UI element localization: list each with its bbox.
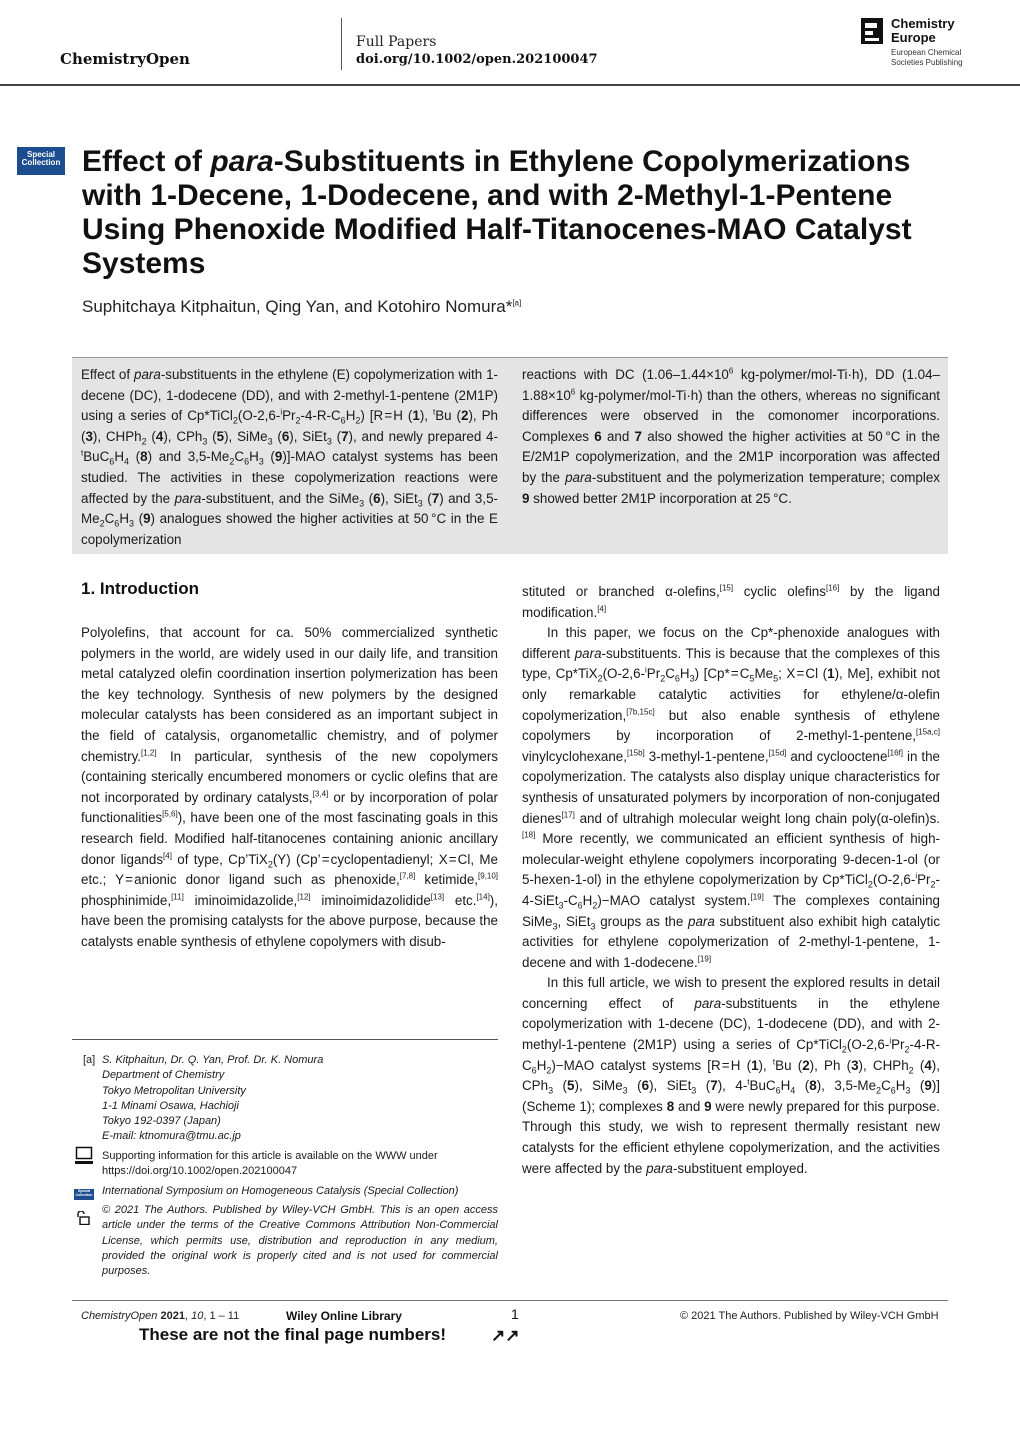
header-divider [341, 18, 342, 70]
title-part2: -Substituents in Ethylene Copolymerizations with 1-Decene, 1-Dodecene, and with 2-Methyl-1-Pentene Using Phenoxide Modified Half-Titanocenes-MAO Catalyst Systems [82, 145, 912, 280]
affiliation-university: Tokyo Metropolitan University [102, 1084, 246, 1097]
affiliation-city: Tokyo 192-0397 (Japan) [102, 1115, 221, 1128]
logo-sub-line2: Societies Publishing [891, 58, 963, 67]
affiliation-block [102, 1053, 502, 1145]
article-type: Full Papers [356, 34, 437, 50]
badge-small-line1: Special [77, 1189, 91, 1193]
special-collection-badge[interactable] [17, 147, 65, 175]
affiliation-email[interactable]: E-mail: ktnomura@tmu.ac.jp [102, 1130, 241, 1143]
journal-name: ChemistryOpen [60, 50, 190, 68]
badge-small-line2: Collection [75, 1192, 93, 1197]
author-list [82, 297, 521, 317]
doi-link[interactable]: doi.org/10.1002/open.202100047 [356, 52, 598, 67]
logo-sub-line1: European Chemical [891, 48, 962, 57]
open-access-icon [76, 1211, 92, 1225]
supporting-information-icon [75, 1146, 93, 1166]
supporting-information-note [102, 1149, 498, 1180]
license-note: © 2021 The Authors. Published by Wiley-VCH GmbH. This is an open access article under the terms of the Creative Commons Attribution Non-Commercial License, which permits use, distribution and reproduction in any medium, provided the original work is properly cited and is not used for commercial purposes. [102, 1204, 498, 1278]
footer-copyright: © 2021 The Authors. Published by Wiley-VCH GmbH [680, 1310, 939, 1322]
chemistry-europe-logo-icon [861, 18, 883, 44]
abstract-left-column: Effect of para-substituents in the ethylene (E) copolymerization with 1-decene (DC), 1-dodecene (DD), and with 2-methyl-1-pentene (2M1P) using a series of $Cp*TiCl_2(O-2,6-^iPr_2-4-R-C_6H_2)$ [R = H (1), $^t$Bu (2), Ph (3), CHPh$_2$ (4), CPh$_3$ (5), SiMe$_3$ (6), SiEt$_3$ (7), and newly prepared $4-^tBuC_6H_4$ (8) and $3,5-Me_2C_6H_3$ (9)]-MAO catalyst systems has been studied. The activities in these copolymerization reactions were affected by the para-substituent, and the SiMe$_3$ (6), SiEt$_3$ (7) and $3,5-Me_2C_6H_3$ (9) analogues showed the higher activities at 50 °C in the E copolymerization [81, 367, 498, 547]
publisher-logo [861, 16, 971, 70]
affiliation-authors: S. Kitphaitun, Dr. Q. Yan, Prof. Dr. K. Nomura [102, 1054, 324, 1066]
footnote-rule [72, 1039, 498, 1040]
header-rule [0, 84, 1020, 86]
article-title [82, 145, 942, 281]
symposium-note: International Symposium on Homogeneous Catalysis (Special Collection) [102, 1185, 459, 1197]
logo-name-line2: Europe [891, 30, 936, 45]
badge-line1: Special [26, 150, 55, 159]
supporting-link[interactable]: https://doi.org/10.1002/open.202100047 [102, 1165, 298, 1178]
badge-line2: Collection [21, 158, 61, 168]
title-part1: Effect of [82, 145, 211, 178]
footer-rule [72, 1300, 948, 1301]
page-number: 1 [511, 1306, 519, 1322]
section-heading: 1. Introduction [81, 579, 200, 598]
wiley-online-library-link[interactable]: Wiley Online Library [286, 1309, 402, 1323]
footer-journal-name: ChemistryOpen [81, 1310, 158, 1322]
logo-name-line1: Chemistry [891, 16, 955, 31]
footer-year: 2021 [160, 1310, 185, 1322]
special-collection-icon [74, 1189, 94, 1200]
intro-right-column: stituted or branched α-olefins,[15] cyclic olefins[16] by the ligand modification.[4] In this paper, we focus on the Cp*-phenoxide analogues with different para-substituents. This is because that the complexes of this type, $Cp*TiX_2(O-2,6-^iPr_2C_6H_3)$ [Cp* = $C_5Me_5$; X = Cl (1), Me], exhibit not only remarkable catalytic activities for ethylene/α-olefin copolymerization,[7b,15c] but also enable synthesis of ethylene copolymers by incorporation of 2-methyl-1-pentene,[15a,c] vinylcyclohexane,[15b] 3-methyl-1-pentene,[15d] and cyclooctene[16f] in the copolymerization. The catalysts also display unique characteristics for synthesis of unsaturated polymers by incorporation of non-conjugated dienes[17] and of ultrahigh molecular weight long chain poly(α-olefin)s.[18] More recently, we communicated an efficient synthesis of high-molecular-weight ethylene copolymers incorporating 9-decen-1-ol (or 5-hexen-1-ol) in the ethylene copolymerization by $Cp*TiCl_2(O-2,6-^iPr_2-4-SiEt_3-C_6H_2)-MAO$ catalyst system.[19] The complexes containing SiMe$_3$, SiEt$_3$ groups as the para substituent also exhibit high catalytic activities for ethylene copolymerization of 2-methyl-1-pentene, 1-decene and with 1-dodecene.[19] In this full article, we wish to present the explored results in detail concerning effect of para-substituents in the ethylene copolymerization with 1-decene (DC), 1-dodecene (DD), and with 2-methyl-1-pentene (2M1P) using a series of $Cp*TiCl_2(O-2,6-^iPr_2-4-R-C_6H_2)-MAO$ catalyst systems [R = H (1), $^t$Bu (2), Ph (3), CHPh$_2$ (4), CPh$_3$ (5), SiMe$_3$ (6), SiEt$_3$ (7), $4-^tBuC_6H_4$ (8), $3,5-Me_2C_6H_3$ (9)] (Scheme 1); complexes 8 and 9 were newly prepared for this purpose. Through this study, we wish to represent thermally resistant new catalysts for the efficient ethylene copolymerization, and the activities were affected by the para-substituent employed. [522, 583, 941, 1176]
affiliation-mark: [a] [512, 298, 522, 308]
affiliation-address: 1-1 Minami Osawa, Hachioji [102, 1099, 239, 1112]
footer-citation: ChemistryOpen 2021, 10, 1 – 11 [81, 1310, 240, 1322]
abstract-right-column: reactions with DC ($1.06-1.44\times 10^6$ kg-polymer/mol-Ti·h), DD ($1.04-1.88\times 10^6$ kg-polymer/mol-Ti·h) than the others, whereas no significant differences were observed in the comonomer incorporations. Complexes 6 and 7 also showed the higher activities at 50 °C in the E/2M1P copolymerization, and the 2M1P incorporation was affected by the para-substituent and the polymerization temperature; complex 9 showed better 2M1P incorporation at 25 °C. [522, 366, 940, 506]
footnote-marker: [a] [83, 1054, 96, 1066]
footer-pages: , 1 – 11 [203, 1310, 240, 1322]
double-arrow-icon: ↗↗ [491, 1326, 520, 1345]
final-page-notice: These are not the final page numbers! [139, 1325, 447, 1344]
title-italic: para [210, 145, 274, 178]
author-names: Suphitchaya Kitphaitun, Qing Yan, and Kotohiro Nomura* [82, 297, 513, 316]
intro-left-column: Polyolefins, that account for ca. 50% commercialized synthetic polymers in the world, are widely used in our daily life, and transition metal catalyzed olefin coordination insertion polymerization has been the key technology. Synthesis of new polymers by the designed molecular catalysts has been considered as an important subject in the field of catalysis, organometallic chemistry, and of polymer chemistry.[1,2] In particular, synthesis of the new copolymers (containing sterically encumbered monomers or cyclic olefins that are not incorporated by ordinary catalysts,[3,4] or by incorporation of polar functionalities[5,6]), have been one of the most fascinating goals in this research field. Modified half-titanocenes containing anionic ancillary donor ligands[4] of type, Cp’TiX$_2$(Y) (Cp’ = cyclopentadienyl; X = Cl, Me etc.; Y = anionic donor ligand such as phenoxide,[7,8] ketimide,[9,10] phosphinimide,[11] iminoimidazolide,[12] iminoimidazolidide[13] etc.[14]), have been the promising catalysts for the above purpose, because the catalysts enable synthesis of ethylene copolymers with disub- [81, 625, 498, 949]
supporting-text: Supporting information for this article is available on the WWW under [102, 1150, 438, 1162]
affiliation-department: Department of Chemistry [102, 1069, 225, 1082]
footer-volume: 10 [191, 1310, 204, 1322]
